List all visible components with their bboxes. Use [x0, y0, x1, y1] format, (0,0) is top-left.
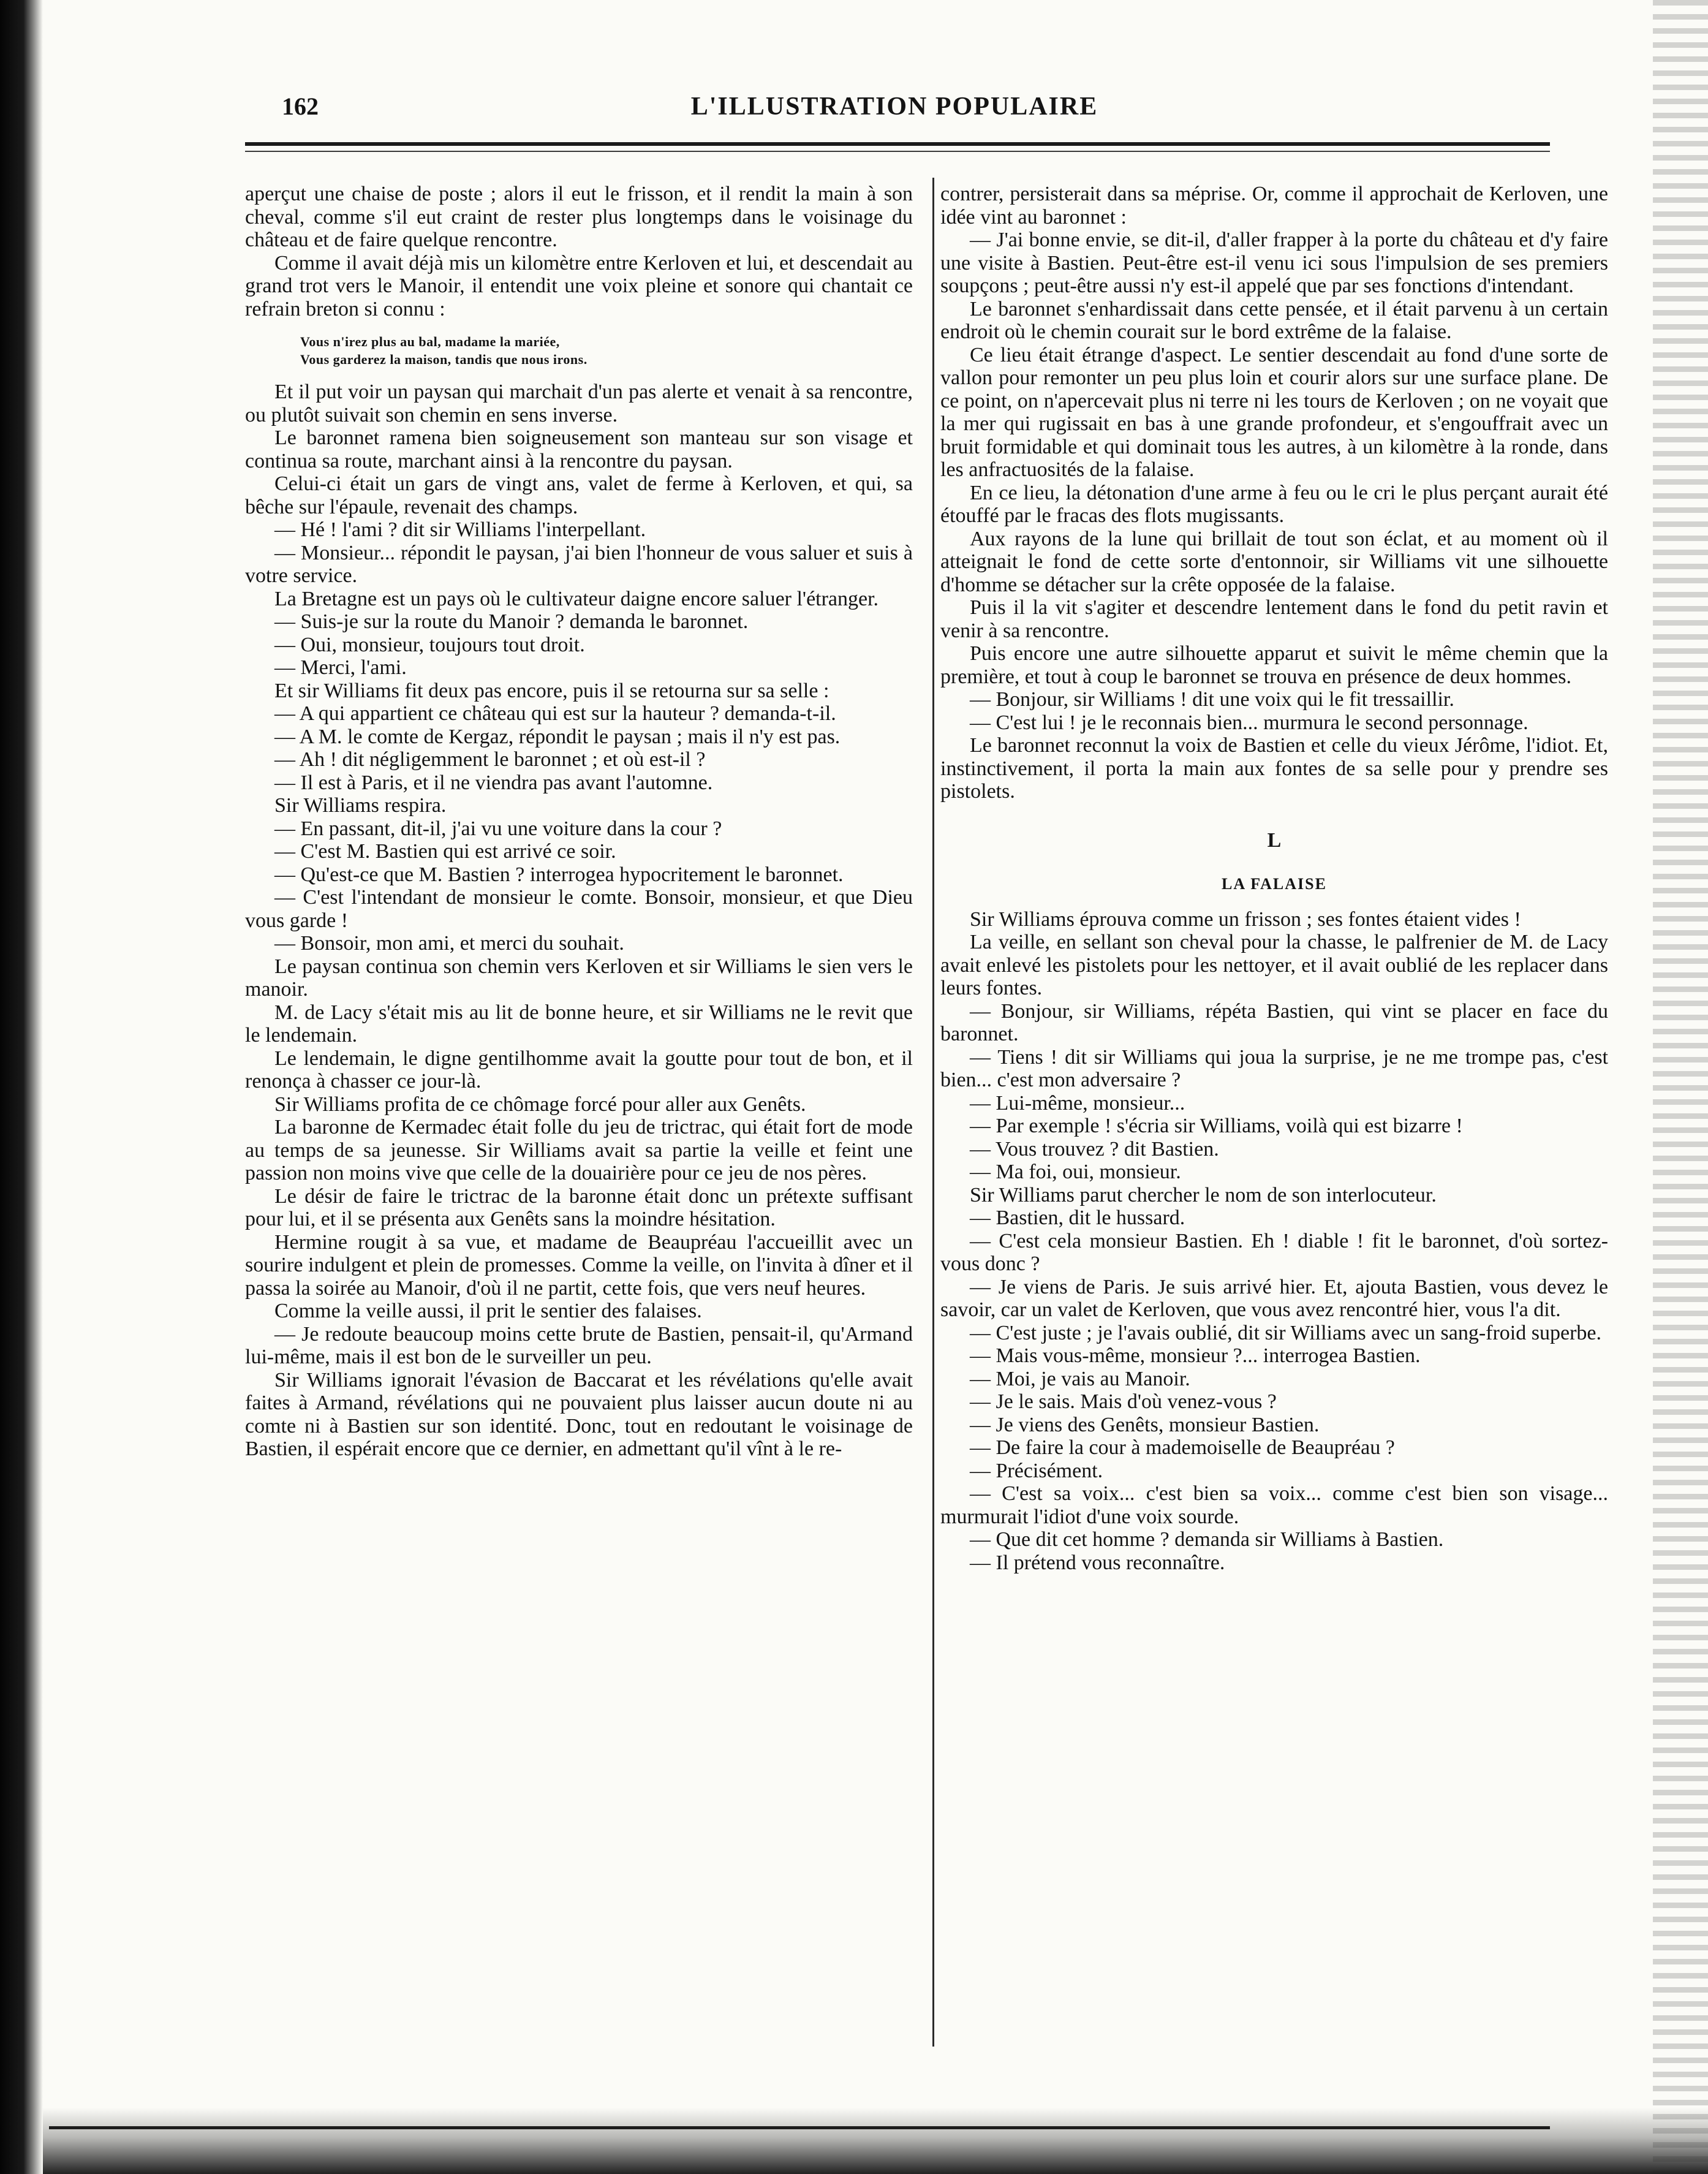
- paragraph: Comme il avait déjà mis un kilomètre entre Kerloven et lui, et descendait au grand trot vers le Manoir, il entendit une voix pleine et sonore qui chantait ce refrain breton si connu :: [245, 251, 913, 320]
- paragraph: — Bonjour, sir Williams ! dit une voix qui le fit tressaillir.: [970, 688, 1454, 711]
- paragraph: — Bastien, dit le hussard.: [970, 1206, 1185, 1229]
- paragraph: La Bretagne est un pays où le cultivateur daigne encore saluer l'étranger.: [274, 587, 879, 610]
- paragraph: — Je le sais. Mais d'où venez-vous ?: [970, 1390, 1277, 1413]
- paragraph: Sir Williams éprouva comme un frisson ; ses fontes étaient vides !: [970, 907, 1521, 931]
- paragraph: Comme la veille aussi, il prit le sentier des falaises.: [274, 1300, 702, 1322]
- paragraph: — Il prétend vous reconnaître.: [970, 1551, 1225, 1574]
- paragraph: La veille, en sellant son cheval pour la chasse, le palfrenier de M. de Lacy avait enlevé les pistolets pour les nettoyer, et il avait oublié de les replacer dans leurs fontes.: [940, 931, 1608, 999]
- paragraph: Puis il la vit s'agiter et descendre lentement dans le fond du petit ravin et venir à sa rencontre.: [940, 596, 1608, 642]
- left-paragraphs-after-verse: [245, 381, 913, 1461]
- chapter-title: LA FALAISE: [1222, 875, 1327, 893]
- paragraph: Ce lieu était étrange d'aspect. Le sentier descendait au fond d'une sorte de vallon pour remonter un peu plus loin et courir alors sur une surface plane. De ce point, on n'apercevait plus ni terre ni les tours de Kerloven ; on ne voyait que la mer qui rugissait en bas à une grande profondeur, et s'engouffrait avec un bruit formidable et qui dominait tous les autres, à un kilomètre à la ronde, dans les anfractuosités de la falaise.: [940, 343, 1608, 481]
- paragraph: — C'est sa voix... c'est bien sa voix... comme c'est bien son visage... murmurait l'idiot d'une voix sourde.: [940, 1482, 1608, 1528]
- verse-block: [300, 333, 913, 368]
- left-paragraphs-before-verse: [245, 183, 913, 320]
- paragraph: — C'est lui ! je le reconnais bien... murmura le second personnage.: [970, 711, 1529, 734]
- paragraph: Puis encore une autre silhouette apparut et suivit le même chemin que la première, et tout à coup le baronnet se trouva en présence de deux hommes.: [940, 642, 1608, 688]
- paragraph: Aux rayons de la lune qui brillait de tout son éclat, et au moment où il atteignait le fond de cette sorte d'entonnoir, sir Williams vit une silhouette d'homme se détacher sur la crête opposée de la falaise.: [940, 527, 1608, 596]
- paragraph: — Oui, monsieur, toujours tout droit.: [274, 633, 585, 656]
- paragraph: Sir Williams profita de ce chômage forcé pour aller aux Genêts.: [274, 1093, 806, 1116]
- paragraph: — A qui appartient ce château qui est sur la hauteur ? demanda-t-il.: [274, 702, 836, 725]
- paragraph: Celui-ci était un gars de vingt ans, valet de ferme à Kerloven, et qui, sa bêche sur l'épaule, revenait des champs.: [245, 472, 913, 518]
- right-paragraphs-before-chapter: [940, 183, 1608, 803]
- paragraph: — Que dit cet homme ? demanda sir Williams à Bastien.: [970, 1528, 1444, 1551]
- paragraph: — Moi, je vais au Manoir.: [970, 1367, 1190, 1390]
- paragraph: Le paysan continua son chemin vers Kerloven et sir Williams le sien vers le manoir.: [245, 955, 913, 1001]
- paragraph: — A M. le comte de Kergaz, répondit le paysan ; mais il n'y est pas.: [274, 725, 841, 748]
- scan-left-edge-shadow: [0, 0, 43, 2174]
- footer-rule: [49, 2126, 1550, 2129]
- verse-line: Vous n'irez plus au bal, madame la mariée,: [300, 334, 560, 349]
- chapter-number: L: [1267, 828, 1282, 852]
- paragraph: — Monsieur... répondit le paysan, j'ai bien l'honneur de vous saluer et suis à votre service.: [245, 541, 913, 587]
- paragraph: — Hé ! l'ami ? dit sir Williams l'interpellant.: [274, 518, 646, 541]
- paragraph: — Il est à Paris, et il ne viendra pas avant l'automne.: [274, 771, 713, 794]
- paragraph: La baronne de Kermadec était folle du jeu de trictrac, qui était fort de mode au temps de sa jeunesse. Sir Williams avait sa partie la veille et feint une passion non moins vive que celle de la douairière pour ce jeu de nos pères.: [245, 1116, 913, 1184]
- page-number: 162: [282, 93, 319, 120]
- paragraph: Le lendemain, le digne gentilhomme avait la goutte pour tout de bon, et il renonça à chasser ce jour-là.: [245, 1047, 913, 1093]
- paragraph: — Je redoute beaucoup moins cette brute de Bastien, pensait-il, qu'Armand lui-même, mais il est bon de le surveiller un peu.: [245, 1322, 913, 1368]
- paragraph: — Ma foi, oui, monsieur.: [970, 1161, 1181, 1183]
- paragraph: — En passant, dit-il, j'ai vu une voiture dans la cour ?: [274, 817, 722, 840]
- paragraph: — De faire la cour à mademoiselle de Beaupréau ?: [970, 1436, 1395, 1459]
- paragraph: — Mais vous-même, monsieur ?... interrogea Bastien.: [970, 1344, 1421, 1367]
- paragraph: — Je viens de Paris. Je suis arrivé hier. Et, ajouta Bastien, vous devez le savoir, car un valet de Kerloven, que vous avez rencontré hier, vous l'a dit.: [940, 1275, 1608, 1321]
- paragraph: — Précisément.: [970, 1459, 1103, 1482]
- paragraph: — C'est cela monsieur Bastien. Eh ! diable ! fit le baronnet, d'où sortez-vous donc ?: [940, 1229, 1608, 1275]
- paragraph: Sir Williams parut chercher le nom de son interlocuteur.: [970, 1183, 1437, 1206]
- paragraph: — Je viens des Genêts, monsieur Bastien.: [970, 1413, 1320, 1436]
- paragraph: — Merci, l'ami.: [274, 656, 407, 679]
- header-rule-thin: [245, 151, 1550, 152]
- column-divider: [932, 178, 934, 2047]
- paragraph: aperçut une chaise de poste ; alors il eut le frisson, et il rendit la main à son cheval, comme s'il eut craint de rester plus longtemps dans le voisinage du château et de faire quelque rencontre.: [245, 183, 913, 251]
- scan-bottom-edge-shadow: [43, 2108, 1708, 2174]
- paragraph: — Par exemple ! s'écria sir Williams, voilà qui est bizarre !: [970, 1115, 1463, 1137]
- paragraph: — C'est l'intendant de monsieur le comte. Bonsoir, monsieur, et que Dieu vous garde !: [245, 886, 913, 932]
- journal-title: L'ILLUSTRATION POPULAIRE: [690, 93, 1098, 121]
- scan-right-edge-noise: [1653, 0, 1708, 2174]
- paragraph: M. de Lacy s'était mis au lit de bonne heure, et sir Williams ne le revit que le lendemain.: [245, 1001, 913, 1047]
- paragraph: — Bonsoir, mon ami, et merci du souhait.: [274, 932, 624, 955]
- paragraph: Sir Williams respira.: [274, 794, 447, 817]
- header-rule-thick: [245, 142, 1550, 146]
- paragraph: Hermine rougit à sa vue, et madame de Beaupréau l'accueillit avec un sourire indulgent et plein de promesses. Comme la veille, on l'invita à dîner et il passa la soirée au Manoir, d'où il ne partit, cette fois, que vers neuf heures.: [245, 1230, 913, 1300]
- paragraph: Le baronnet ramena bien soigneusement son manteau sur son visage et continua sa route, marchant ainsi à la rencontre du paysan.: [245, 426, 913, 472]
- paragraph: Le désir de faire le trictrac de la baronne était donc un prétexte suffisant pour lui, et il se présenta aux Genêts sans la moindre hésitation.: [245, 1184, 913, 1230]
- paragraph: — J'ai bonne envie, se dit-il, d'aller frapper à la porte du château et d'y faire une visite à Bastien. Peut-être est-il venu ici sous l'impulsion de ses premiers soupçons ; peut-être aussi n'y est-il appelé que par ses fonctions d'intendant.: [940, 229, 1608, 297]
- paragraph: — Tiens ! dit sir Williams qui joua la surprise, je ne me trompe pas, c'est bien... c'est mon adversaire ?: [940, 1045, 1608, 1091]
- paragraph: En ce lieu, la détonation d'une arme à feu ou le cri le plus perçant aurait été étouffé par le fracas des flots mugissants.: [940, 481, 1608, 527]
- paragraph: — Qu'est-ce que M. Bastien ? interrogea hypocritement le baronnet.: [274, 863, 844, 886]
- paragraph: — Ah ! dit négligemment le baronnet ; et où est-il ?: [274, 748, 706, 771]
- paragraph: Sir Williams ignorait l'évasion de Baccarat et les révélations qu'elle avait faites à Armand, révélations qui ne pouvaient plus laisser aucun doute ni au comte ni à Bastien sur son identité. Donc, tout en redoutant le voisinage de Bastien, il espérait encore que ce dernier, en admettant qu'il vînt à le re-: [245, 1368, 913, 1460]
- paragraph: — Suis-je sur la route du Manoir ? demanda le baronnet.: [274, 610, 749, 633]
- paragraph: Le baronnet reconnut la voix de Bastien et celle du vieux Jérôme, l'idiot. Et, instinctivement, il porta la main aux fontes de sa selle pour y prendre ses pistolets.: [940, 734, 1608, 803]
- paragraph: contrer, persisterait dans sa méprise. Or, comme il approchait de Kerloven, une idée vint au baronnet :: [940, 183, 1608, 229]
- left-column: [245, 183, 913, 1461]
- page-header: [263, 92, 1525, 129]
- paragraph: — Vous trouvez ? dit Bastien.: [970, 1137, 1219, 1161]
- paragraph: — C'est juste ; je l'avais oublié, dit sir Williams avec un sang-froid superbe.: [970, 1321, 1601, 1344]
- paragraph: — Lui-même, monsieur...: [970, 1091, 1185, 1115]
- paragraph: Et sir Williams fit deux pas encore, puis il se retourna sur sa selle :: [274, 679, 829, 702]
- right-paragraphs-after-chapter: [940, 908, 1608, 1575]
- right-column: [940, 183, 1608, 1574]
- paragraph: — Bonjour, sir Williams, répéta Bastien, qui vint se placer en face du baronnet.: [940, 999, 1608, 1045]
- verse-line: Vous garderez la maison, tandis que nous irons.: [300, 352, 588, 367]
- paragraph: Le baronnet s'enhardissait dans cette pensée, et il était parvenu à un certain endroit où le chemin courait sur le bord extrême de la falaise.: [940, 297, 1608, 343]
- paragraph: — C'est M. Bastien qui est arrivé ce soir.: [274, 840, 616, 863]
- paragraph: Et il put voir un paysan qui marchait d'un pas alerte et venait à sa rencontre, ou plutôt suivait son chemin en sens inverse.: [245, 381, 913, 426]
